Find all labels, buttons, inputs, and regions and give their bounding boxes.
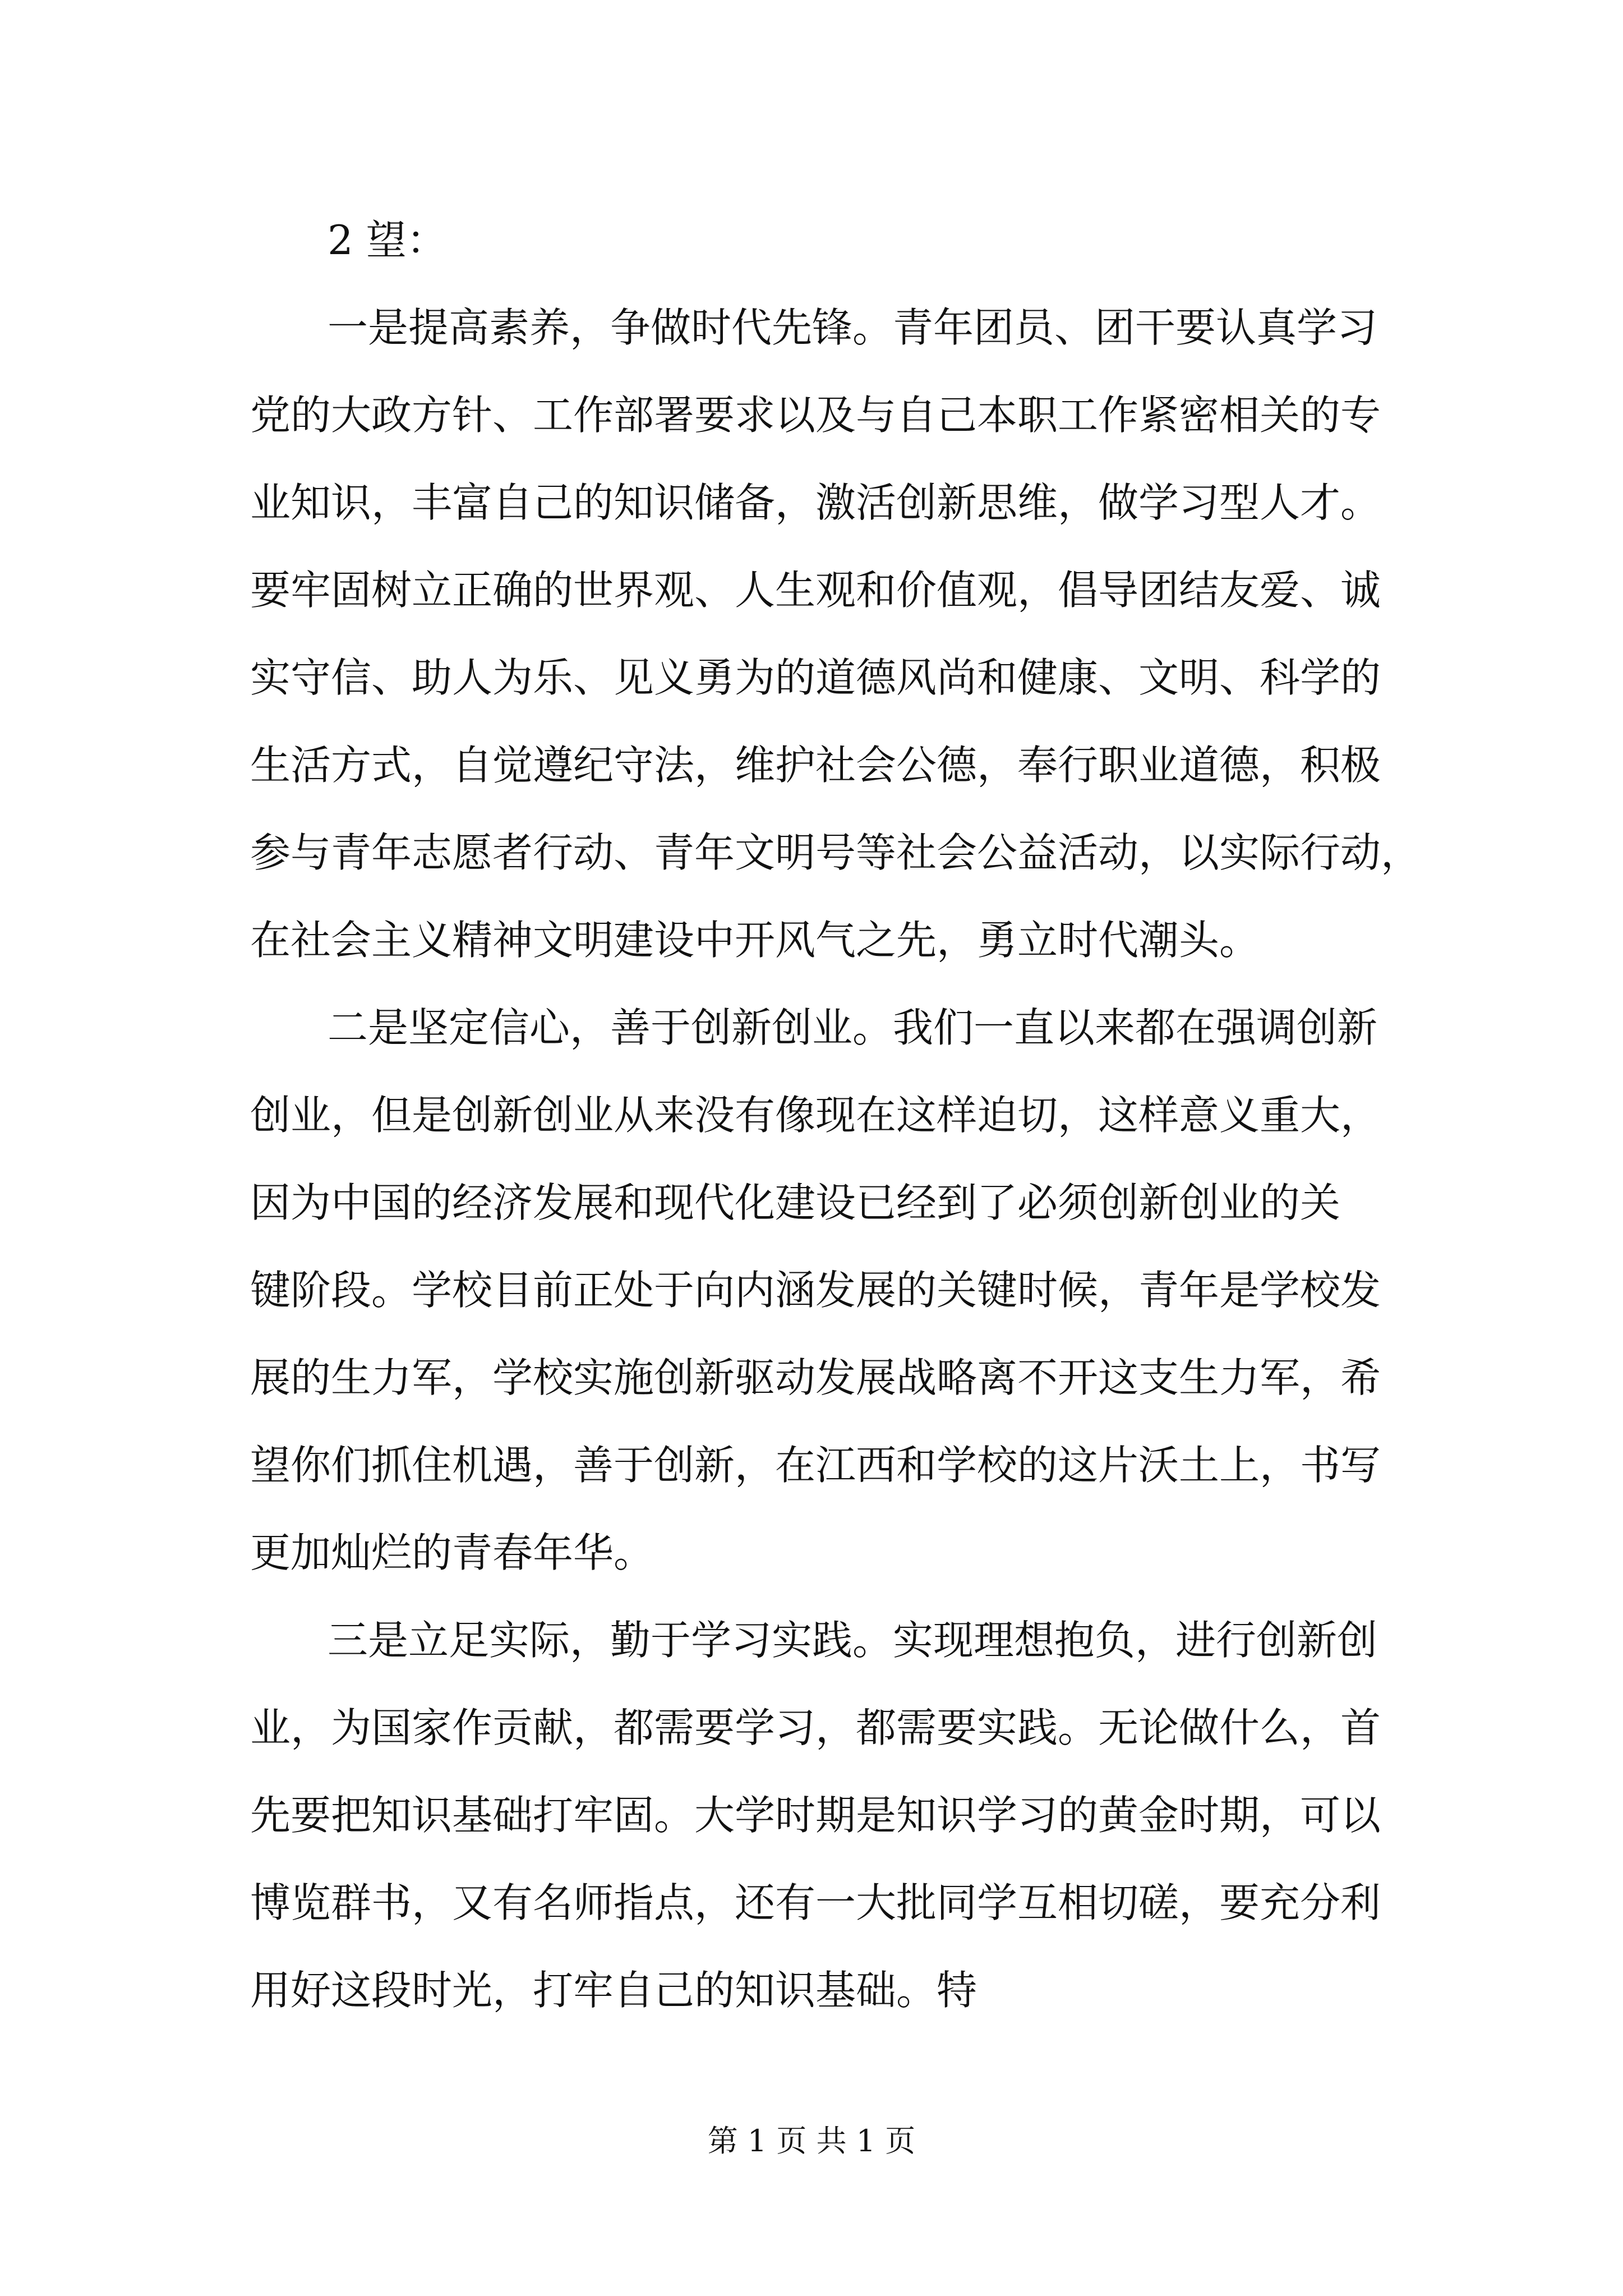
paragraph-line: 望你们抓住机遇，善于创新，在江西和学校的这片沃土上，书写 <box>250 1442 1381 1489</box>
paragraph-line: 展的生力军，学校实施创新驱动发展战略离不开这支生力军，希 <box>250 1354 1381 1401</box>
paragraph-line: 先要把知识基础打牢固。大学时期是知识学习的黄金时期，可以 <box>250 1792 1381 1839</box>
paragraph-line: 创业，但是创新创业从来没有像现在这样迫切，这样意义重大， <box>250 1092 1381 1139</box>
paragraph-line: 生活方式，自觉遵纪守法，维护社会公德，奉行职业道德，积极 <box>250 742 1381 789</box>
paragraph-line: 参与青年志愿者行动、青年文明号等社会公益活动，以实际行动， <box>250 829 1422 876</box>
paragraph-line: 在社会主义精神文明建设中开风气之先，勇立时代潮头。 <box>250 917 1260 964</box>
paragraph-line: 用好这段时光，打牢自己的知识基础。特 <box>250 1967 978 2014</box>
paragraph-line: 键阶段。学校目前正处于向内涵发展的关键时候，青年是学校发 <box>250 1267 1381 1314</box>
paragraph-1 <box>250 304 1422 1007</box>
paragraph-3 <box>250 1617 1414 2058</box>
paragraph-line: 党的大政方针、工作部署要求以及与自己本职工作紧密相关的专 <box>250 392 1381 439</box>
paragraph-line: 一是提高素养，争做时代先锋。青年团员、团干要认真学习 <box>328 304 1378 351</box>
paragraph-line: 二是坚定信心，善于创新创业。我们一直以来都在强调创新 <box>328 1004 1378 1051</box>
document-body <box>250 217 1422 2058</box>
paragraph-2 <box>250 1004 1414 1620</box>
section-heading: 2 望： <box>328 217 447 264</box>
paragraph-line: 三是立足实际，勤于学习实践。实现理想抱负，进行创新创 <box>328 1617 1378 1664</box>
paragraph-line: 业，为国家作贡献，都需要学习，都需要实践。无论做什么，首 <box>250 1704 1381 1751</box>
paragraph-line: 博览群书，又有名师指点，还有一大批同学互相切磋，要充分利 <box>250 1879 1381 1926</box>
paragraph-line: 因为中国的经济发展和现代化建设已经到了必须创新创业的关 <box>250 1179 1341 1226</box>
paragraph-line: 更加灿烂的青春年华。 <box>250 1529 654 1576</box>
paragraph-line: 实守信、助人为乐、见义勇为的道德风尚和健康、文明、科学的 <box>250 654 1381 701</box>
paragraph-line: 业知识，丰富自己的知识储备，激活创新思维，做学习型人才。 <box>250 479 1381 526</box>
paragraph-line: 要牢固树立正确的世界观、人生观和价值观，倡导团结友爱、诚 <box>250 567 1381 614</box>
page-footer: 第 1 页 共 1 页 <box>707 2123 916 2159</box>
